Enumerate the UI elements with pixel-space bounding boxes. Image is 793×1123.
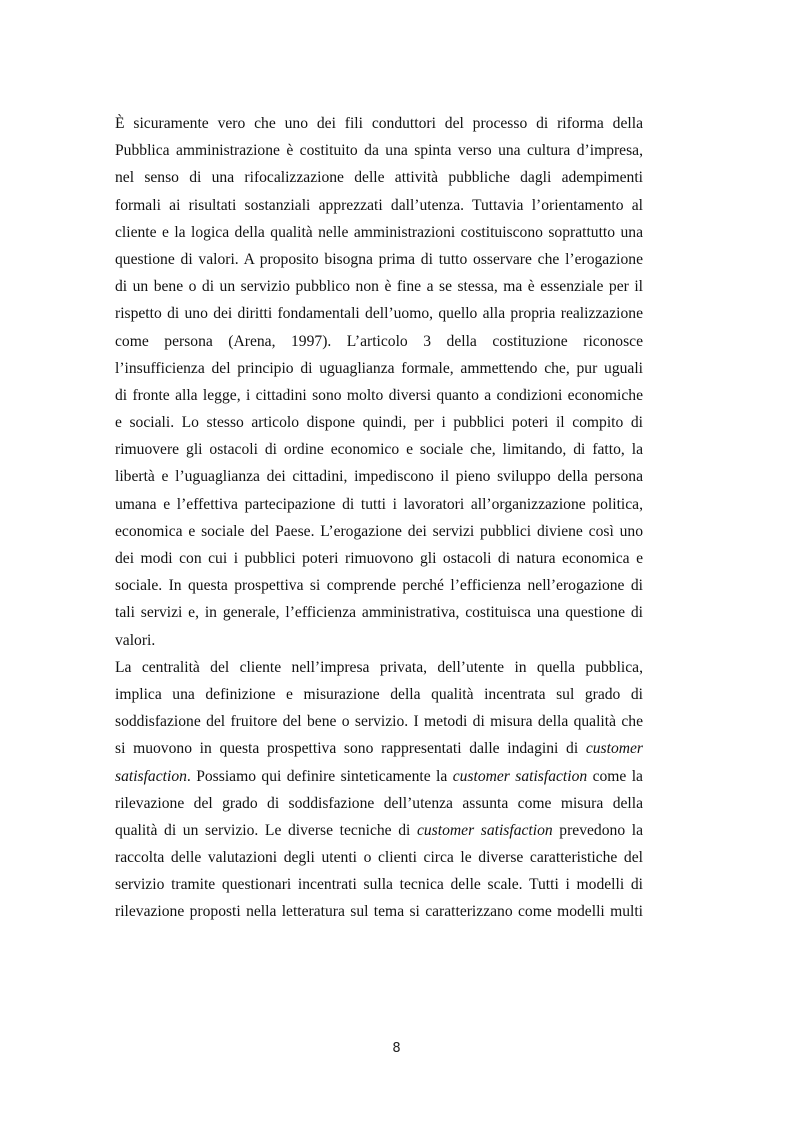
- body-text: [115, 110, 643, 926]
- text-line: servizio tramite questionari incentrati sulla tecnica delle scale. Tutti i modelli di: [115, 876, 643, 894]
- text-line: implica una definizione e misurazione della qualità incentrata sul grado di: [115, 685, 643, 703]
- text-line: tali servizi e, in generale, l’efficienza amministrativa, costituisca una questione di: [115, 604, 643, 622]
- text-line: soddisfazione del fruitore del bene o servizio. I metodi di misura della qualità che: [115, 713, 643, 731]
- text-line: nel senso di una rifocalizzazione delle attività pubbliche dagli adempimenti: [115, 169, 643, 187]
- text-line: dei modi con cui i pubblici poteri rimuovono gli ostacoli di natura economica e: [115, 550, 643, 567]
- text-fragment: come la: [587, 767, 643, 785]
- text-line: [115, 763, 643, 790]
- page-number: 8: [392, 1041, 401, 1056]
- text-line: questione di valori. A proposito bisogna prima di tutto osservare che l’erogazione: [115, 250, 643, 268]
- text-fragment: si muovono in questa prospettiva sono rappresentati dalle indagini di: [115, 740, 586, 758]
- italic-term: customer satisfaction: [452, 767, 588, 785]
- text-line: rispetto di uno dei diritti fondamentali dell’uomo, quello alla propria realizzazione: [115, 305, 643, 323]
- text-line: rilevazione del grado di soddisfazione dell’utenza assunta come misura della: [115, 794, 643, 812]
- text-line: economica e sociale del Paese. L’erogazione dei servizi pubblici diviene così uno: [115, 522, 643, 540]
- text-line: di fronte alla legge, i cittadini sono molto diversi quanto a condizioni economiche: [115, 386, 643, 404]
- text-line: umana e l’effettiva partecipazione di tutti i lavoratori all’organizzazione politica,: [115, 495, 643, 513]
- text-line: rilevazione proposti nella letteratura sul tema si caratterizzano come modelli multi: [115, 903, 643, 921]
- text-fragment: prevedono la: [552, 821, 643, 839]
- italic-term: customer satisfaction: [416, 821, 553, 839]
- text-line: rimuovere gli ostacoli di ordine economico e sociale che, limitando, di fatto, la: [115, 441, 643, 459]
- text-line: La centralità del cliente nell’impresa privata, dell’utente in quella pubblica,: [115, 658, 643, 676]
- text-line: come persona (Arena, 1997). L’articolo 3 della costituzione riconosce: [115, 332, 643, 350]
- text-fragment: qualità di un servizio. Le diverse tecniche di: [115, 821, 417, 839]
- text-line: libertà e l’uguaglianza dei cittadini, impediscono il pieno sviluppo della persona: [115, 468, 643, 486]
- italic-term: customer: [585, 740, 643, 758]
- italic-term: satisfaction: [115, 767, 187, 785]
- text-line: Pubblica amministrazione è costituito da una spinta verso una cultura d’impresa,: [115, 142, 643, 160]
- text-line: cliente e la logica della qualità nelle amministrazioni costituiscono soprattutto una: [115, 223, 643, 241]
- text-line: [115, 735, 643, 762]
- text-line: È sicuramente vero che uno dei fili conduttori del processo di riforma della: [115, 115, 643, 132]
- text-fragment: . Possiamo qui definire sinteticamente la: [186, 767, 453, 785]
- text-line: valori.: [115, 631, 156, 649]
- text-line: [115, 817, 643, 844]
- text-line: sociale. In questa prospettiva si comprende perché l’efficienza nell’erogazione di: [115, 577, 643, 595]
- text-line: e sociali. Lo stesso articolo dispone quindi, per i pubblici poteri il compito di: [115, 414, 643, 432]
- text-line: raccolta delle valutazioni degli utenti o clienti circa le diverse caratteristiche del: [115, 849, 643, 867]
- text-line: di un bene o di un servizio pubblico non è fine a se stessa, ma è essenziale per il: [115, 278, 643, 296]
- text-line: l’insufficienza del principio di uguaglianza formale, ammettendo che, pur uguali: [115, 359, 643, 377]
- text-line: formali ai risultati sostanziali apprezzati dall’utenza. Tuttavia l’orientamento al: [115, 196, 643, 214]
